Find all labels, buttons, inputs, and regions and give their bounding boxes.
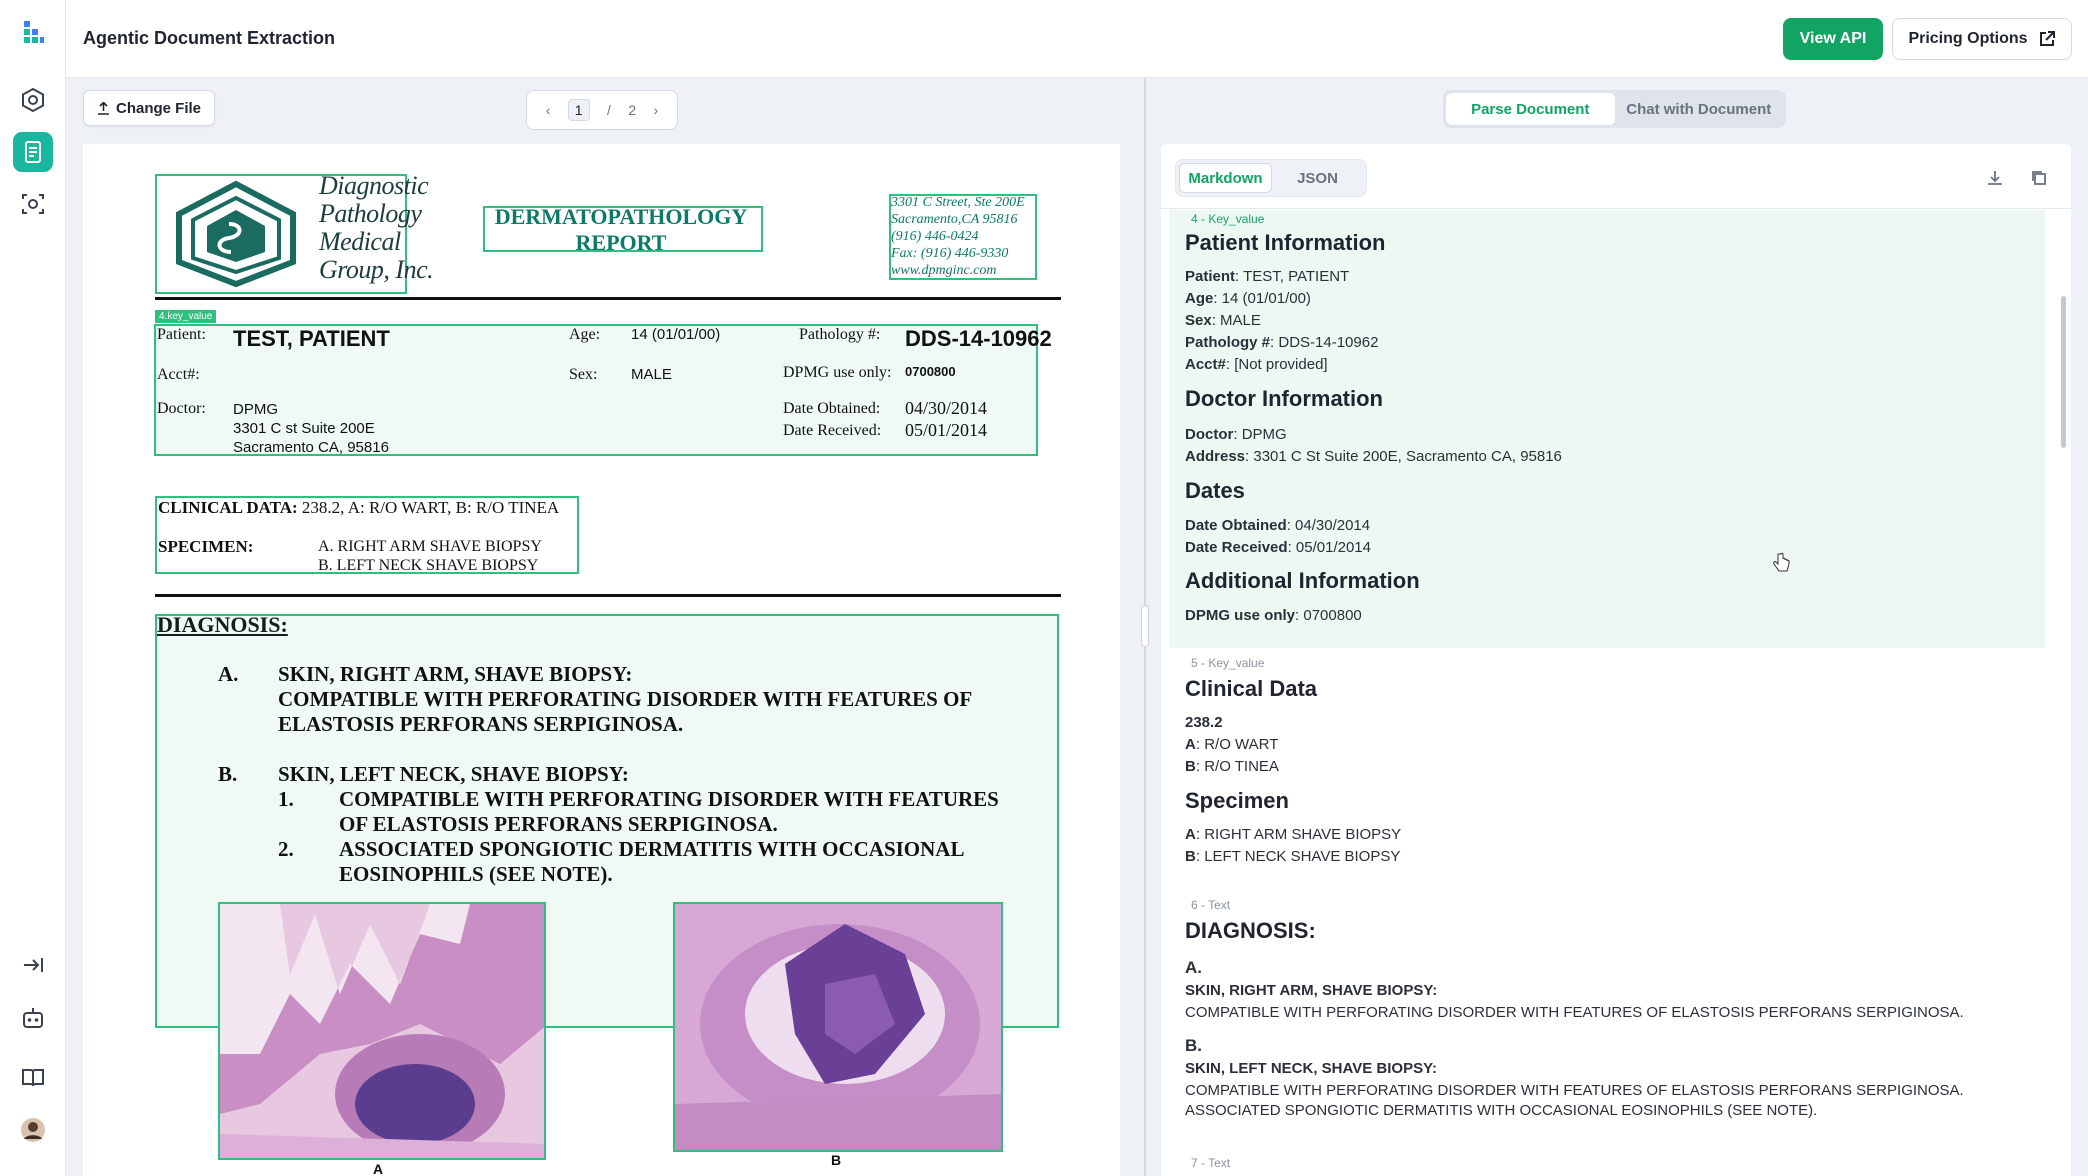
chunk-label: 6 - Text: [1191, 898, 1231, 912]
chunk-label: 5 - Key_value: [1191, 656, 1265, 670]
doctor-line: DPMG: [233, 401, 278, 418]
chunk-6[interactable]: [1169, 896, 2045, 1146]
kv-row: Doctor: DPMG: [1185, 426, 1287, 443]
chunk-7[interactable]: [1169, 1154, 2045, 1176]
diag-a-line: ELASTOSIS PERFORANS SERPIGINOSA.: [278, 712, 684, 736]
diag-letter: A.: [1185, 958, 1202, 977]
kv-row: A: RIGHT ARM SHAVE BIOPSY: [1185, 826, 1402, 843]
diag-title: SKIN, RIGHT ARM, SHAVE BIOPSY:: [1185, 982, 1438, 999]
pricing-options-button[interactable]: [1892, 18, 2072, 60]
logo-text: [319, 172, 433, 284]
change-file-button[interactable]: [83, 90, 215, 126]
hand-cursor-icon: [1772, 552, 1790, 574]
document-page: [83, 144, 1120, 1176]
app-title: Agentic Document Extraction: [83, 28, 336, 48]
format-tabs: [1175, 159, 1367, 197]
diag-b1-line: COMPATIBLE WITH PERFORATING DISORDER WITH FEATURES: [339, 787, 999, 811]
kv-row: Date Received: 05/01/2014: [1185, 539, 1371, 556]
diag-letter: B.: [1185, 1036, 1202, 1055]
kv-row: Pathology #: DDS-14-10962: [1185, 334, 1379, 351]
page-separator: /: [607, 102, 611, 118]
tab-markdown[interactable]: Markdown: [1179, 163, 1272, 193]
dpmg-label: DPMG use only:: [783, 364, 892, 381]
diagnosis-label: DIAGNOSIS:: [157, 612, 288, 637]
specimen-line: B. LEFT NECK SHAVE BIOPSY: [318, 557, 539, 574]
specimen-label: SPECIMEN:: [158, 537, 254, 556]
logo-line: Diagnostic: [319, 171, 429, 200]
chunk-label: 7 - Text: [1191, 1156, 1231, 1170]
image-b-caption: B: [831, 1152, 842, 1168]
diag-b-letter: B.: [218, 762, 238, 786]
diag-b-title: SKIN, LEFT NECK, SHAVE BIOPSY:: [278, 762, 629, 786]
diag-b2-line: ASSOCIATED SPONGIOTIC DERMATITIS WITH OCCASIONAL: [339, 837, 965, 861]
specimen-line: A. RIGHT ARM SHAVE BIOPSY: [318, 538, 542, 555]
robot-icon[interactable]: [13, 998, 53, 1038]
doctor-label: Doctor:: [157, 400, 206, 417]
prev-page-icon[interactable]: ‹: [545, 102, 551, 118]
section-heading: Doctor Information: [1185, 386, 1383, 411]
clinical-label: CLINICAL DATA:: [158, 498, 298, 517]
diag-b2-num: 2.: [278, 837, 294, 861]
kv-row: Sex: MALE: [1185, 312, 1261, 329]
total-pages: 2: [628, 102, 637, 118]
diag-title: SKIN, LEFT NECK, SHAVE BIOPSY:: [1185, 1060, 1437, 1077]
logo-line: Medical: [319, 227, 401, 256]
date-received-label: Date Received:: [783, 422, 882, 439]
view-api-button[interactable]: View API: [1783, 18, 1883, 60]
section-heading: DIAGNOSIS:: [1185, 918, 1316, 943]
hexagon-icon[interactable]: [13, 80, 53, 120]
diag-text: ASSOCIATED SPONGIOTIC DERMATITIS WITH OCCASIONAL EOSINOPHILS (SEE NOTE).: [1185, 1102, 1818, 1119]
kv-row: Patient: TEST, PATIENT: [1185, 268, 1350, 285]
logo-icon[interactable]: [13, 12, 53, 52]
section-heading: Specimen: [1185, 788, 1289, 813]
diag-a-title: SKIN, RIGHT ARM, SHAVE BIOPSY:: [278, 662, 633, 686]
report-title: [483, 204, 759, 256]
address-line: Sacramento,CA 95816: [891, 212, 1018, 227]
document-viewer[interactable]: [83, 144, 1120, 1176]
specimen-value: [318, 537, 542, 575]
panel-divider: [1161, 208, 2071, 209]
copy-icon[interactable]: [2029, 168, 2049, 188]
tab-parse-document[interactable]: Parse Document: [1446, 93, 1615, 125]
parse-results-panel: [1161, 144, 2071, 1176]
address-line: 3301 C Street, Ste 200E: [891, 195, 1025, 210]
date-received-value: 05/01/2014: [905, 420, 988, 440]
kv-row: A: R/O WART: [1185, 736, 1279, 753]
kv-row: Date Obtained: 04/30/2014: [1185, 517, 1371, 534]
download-icon[interactable]: [1985, 168, 2005, 188]
address-line: Fax: (916) 446-9330: [891, 246, 1009, 261]
pathology-label: Pathology #:: [799, 326, 881, 343]
logo-line: Pathology: [319, 199, 422, 228]
tab-chat-with-document[interactable]: Chat with Document: [1626, 100, 1772, 118]
section-heading: Patient Information: [1185, 230, 1386, 255]
doctor-value: [233, 400, 389, 457]
date-obtained-label: Date Obtained:: [783, 400, 881, 417]
book-icon[interactable]: [13, 1057, 53, 1097]
user-avatar[interactable]: [13, 1110, 53, 1150]
patient-value: TEST, PATIENT: [233, 326, 390, 351]
logo-line: Group, Inc.: [319, 255, 434, 284]
divider: [155, 594, 1061, 597]
address-line: www.dpmginc.com: [891, 263, 997, 278]
kv-row: B: R/O TINEA: [1185, 758, 1279, 775]
chunk-tag: 4.key_value: [155, 310, 216, 323]
diag-text: COMPATIBLE WITH PERFORATING DISORDER WITH FEATURES OF ELASTOSIS PERFORANS SERPIGINOSA.: [1185, 1004, 1964, 1021]
pricing-options-label: Pricing Options: [1908, 30, 2028, 47]
external-link-icon: [2038, 30, 2056, 48]
tab-json[interactable]: JSON: [1297, 169, 1338, 187]
collapse-icon[interactable]: [13, 945, 53, 985]
kv-row: DPMG use only: 0700800: [1185, 607, 1362, 624]
kv-row: Address: 3301 C St Suite 200E, Sacramento CA, 95816: [1185, 448, 1562, 465]
plain-value: 238.2: [1185, 714, 1223, 731]
document-extraction-icon[interactable]: [13, 132, 53, 172]
diag-b1-num: 1.: [278, 787, 294, 811]
dpmg-value: 0700800: [905, 364, 956, 379]
next-page-icon[interactable]: ›: [653, 102, 659, 118]
upload-icon: [97, 102, 110, 115]
top-bar: [66, 0, 2088, 78]
logo-icon: [161, 180, 311, 288]
diag-a-letter: A.: [218, 662, 239, 686]
splitter-handle[interactable]: [1141, 605, 1149, 647]
report-title-line: DERMATOPATHOLOGY: [494, 204, 748, 229]
current-page[interactable]: 1: [568, 99, 590, 121]
kv-row: Acct#: [Not provided]: [1185, 356, 1328, 373]
acct-label: Acct#:: [157, 366, 200, 383]
age-value: 14 (01/01/00): [631, 326, 721, 343]
date-obtained-value: 04/30/2014: [905, 398, 988, 418]
doctor-line: 3301 C st Suite 200E: [233, 420, 375, 437]
scrollbar[interactable]: [2061, 296, 2066, 448]
section-heading: Clinical Data: [1185, 676, 1318, 701]
image-a-caption: A: [373, 1161, 384, 1176]
clinical-data: [158, 498, 559, 518]
doctor-line: Sacramento CA, 95816: [233, 439, 389, 456]
pathology-value: DDS-14-10962: [905, 326, 1052, 351]
kv-row: B: LEFT NECK SHAVE BIOPSY: [1185, 848, 1401, 865]
section-heading: Dates: [1185, 478, 1245, 503]
page-navigator: [526, 90, 678, 130]
chunk-label: 4 - Key_value: [1191, 212, 1265, 226]
histology-image-b[interactable]: [673, 902, 1003, 1152]
mode-tabs: [1443, 90, 1786, 128]
change-file-label: Change File: [115, 99, 201, 117]
address-line: (916) 446-0424: [891, 229, 979, 244]
lab-address: [891, 194, 1025, 279]
divider: [155, 297, 1061, 300]
chunk-4[interactable]: [1169, 210, 2045, 648]
sex-label: Sex:: [569, 366, 598, 383]
scan-icon[interactable]: [13, 184, 53, 224]
clinical-value: 238.2, A: R/O WART, B: R/O TINEA: [301, 498, 560, 517]
diag-b2-line: EOSINOPHILS (SEE NOTE).: [339, 862, 613, 886]
diag-b1-line: OF ELASTOSIS PERFORANS SERPIGINOSA.: [339, 812, 778, 836]
patient-label: Patient:: [157, 326, 206, 343]
diag-text: COMPATIBLE WITH PERFORATING DISORDER WITH FEATURES OF ELASTOSIS PERFORANS SERPIGINOSA.: [1185, 1082, 1964, 1099]
sex-value: MALE: [631, 366, 672, 383]
report-title-line: REPORT: [575, 230, 667, 255]
section-heading: Additional Information: [1185, 568, 1420, 593]
left-rail: [0, 0, 66, 1176]
histology-image-a[interactable]: [218, 902, 546, 1160]
kv-row: Age: 14 (01/01/00): [1185, 290, 1311, 307]
age-label: Age:: [569, 326, 601, 343]
diag-a-line: COMPATIBLE WITH PERFORATING DISORDER WITH FEATURES OF: [278, 687, 973, 711]
